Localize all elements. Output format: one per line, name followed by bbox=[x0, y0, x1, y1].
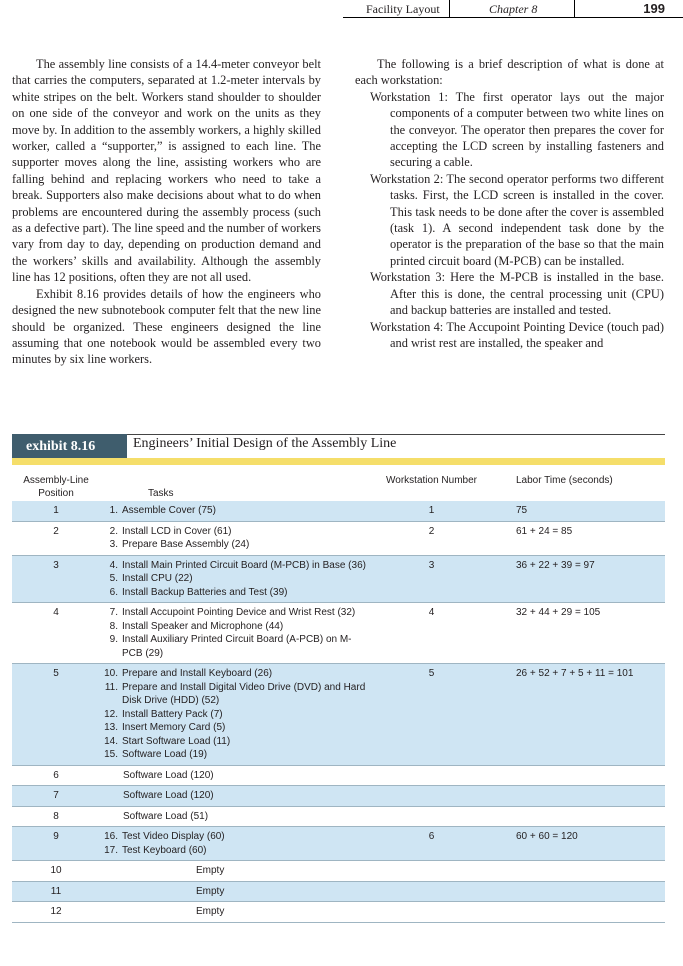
task-number: 1. bbox=[109, 505, 118, 516]
position-cell: 11 bbox=[12, 881, 100, 902]
task-text: Install Backup Batteries and Test (39) bbox=[122, 586, 288, 598]
task-number: 17. bbox=[104, 844, 118, 856]
position-cell: 2 bbox=[12, 521, 100, 555]
position-cell: 10 bbox=[12, 861, 100, 882]
tasks-cell bbox=[100, 555, 367, 603]
header-divider bbox=[574, 0, 575, 17]
tasks-cell bbox=[100, 765, 367, 786]
table-row bbox=[12, 902, 665, 923]
tasks-cell bbox=[100, 861, 367, 882]
workstation-cell bbox=[367, 765, 496, 786]
table-row bbox=[12, 765, 665, 786]
labor-time-cell bbox=[496, 806, 665, 827]
assembly-line-table bbox=[12, 501, 665, 923]
page-number: 199 bbox=[643, 1, 665, 16]
tasks-cell bbox=[100, 603, 367, 664]
column-header-tasks: Tasks bbox=[148, 488, 174, 499]
task-item bbox=[100, 538, 367, 552]
labor-time-cell bbox=[496, 902, 665, 923]
tasks-cell bbox=[100, 501, 367, 521]
task-text: Install LCD in Cover (61) bbox=[122, 525, 232, 537]
task-item bbox=[100, 633, 367, 660]
task-number: 2. bbox=[109, 525, 118, 537]
labor-time-cell: 26 + 52 + 7 + 5 + 11 = 101 bbox=[496, 664, 665, 766]
task-number: 16. bbox=[104, 831, 118, 842]
task-number: 14. bbox=[104, 735, 118, 747]
task-text: Prepare and Install Keyboard (26) bbox=[122, 668, 273, 679]
task-item bbox=[100, 748, 367, 762]
position-cell: 7 bbox=[12, 786, 100, 807]
task-text: Assemble Cover (75) bbox=[122, 505, 216, 516]
task-number: 9. bbox=[109, 634, 118, 645]
labor-time-cell: 60 + 60 = 120 bbox=[496, 827, 665, 861]
task-text: Install Battery Pack (7) bbox=[122, 708, 223, 720]
position-cell: 5 bbox=[12, 664, 100, 766]
table-row bbox=[12, 827, 665, 861]
position-cell: 3 bbox=[12, 555, 100, 603]
task-text: Start Software Load (11) bbox=[122, 735, 231, 747]
workstation-cell bbox=[367, 861, 496, 882]
position-cell: 12 bbox=[12, 902, 100, 923]
running-header bbox=[0, 0, 683, 18]
task-item bbox=[100, 830, 367, 844]
section-title: Facility Layout bbox=[366, 2, 440, 16]
table-row bbox=[12, 555, 665, 603]
tasks-cell bbox=[100, 881, 367, 902]
workstation-cell bbox=[367, 902, 496, 923]
table-row bbox=[12, 786, 665, 807]
left-text-column bbox=[12, 56, 321, 368]
workstation-cell: 2 bbox=[367, 521, 496, 555]
task-text: Software Load (19) bbox=[122, 749, 208, 760]
task-text: Empty bbox=[196, 885, 225, 897]
table-row bbox=[12, 501, 665, 521]
workstation-cell: 4 bbox=[367, 603, 496, 664]
task-number: 12. bbox=[104, 708, 118, 720]
task-number: 7. bbox=[109, 607, 118, 618]
task-number: 13. bbox=[104, 722, 118, 733]
task-item bbox=[100, 620, 367, 634]
chapter-label: Chapter 8 bbox=[489, 2, 538, 16]
task-number: 10. bbox=[104, 668, 118, 679]
task-text: Software Load (51) bbox=[123, 810, 209, 822]
table-header-band bbox=[12, 458, 665, 465]
task-item bbox=[100, 681, 367, 708]
tasks-cell bbox=[100, 806, 367, 827]
header-divider bbox=[449, 0, 450, 17]
task-text: Insert Memory Card (5) bbox=[122, 722, 226, 733]
labor-time-cell: 32 + 44 + 29 = 105 bbox=[496, 603, 665, 664]
task-item bbox=[100, 606, 367, 620]
table-row bbox=[12, 861, 665, 882]
table-row bbox=[12, 603, 665, 664]
workstation-description: Workstation 3: Here the M-PCB is installed in the base. After this is done, the central processing unit (CPU) and backup batteries are installed and tested. bbox=[370, 270, 664, 318]
table-row bbox=[12, 806, 665, 827]
tasks-cell bbox=[100, 521, 367, 555]
workstation-cell bbox=[367, 786, 496, 807]
column-header-position: Assembly-Line Position bbox=[23, 475, 89, 499]
task-text: Install Main Printed Circuit Board (M-PCB) in Base (36) bbox=[122, 559, 366, 571]
task-item bbox=[100, 525, 367, 539]
task-item bbox=[100, 586, 367, 600]
labor-time-cell bbox=[496, 881, 665, 902]
task-text: Install Accupoint Pointing Device and Wrist Rest (32) bbox=[122, 607, 356, 618]
right-text-column bbox=[355, 56, 664, 351]
header-rule bbox=[343, 17, 683, 18]
workstation-cell: 1 bbox=[367, 501, 496, 521]
task-text: Software Load (120) bbox=[123, 790, 214, 801]
labor-time-cell: 75 bbox=[496, 501, 665, 521]
task-text: Software Load (120) bbox=[123, 769, 214, 781]
task-number: 5. bbox=[109, 573, 118, 584]
tasks-cell bbox=[100, 664, 367, 766]
task-item bbox=[100, 667, 367, 681]
table-row bbox=[12, 664, 665, 766]
position-cell: 9 bbox=[12, 827, 100, 861]
workstation-description: Workstation 4: The Accupoint Pointing Device (touch pad) and wrist rest are installed, the speaker and bbox=[370, 319, 664, 350]
task-number: 8. bbox=[109, 620, 118, 632]
column-header-labor-time: Labor Time (seconds) bbox=[516, 475, 613, 486]
workstation-cell: 6 bbox=[367, 827, 496, 861]
task-item bbox=[100, 708, 367, 722]
labor-time-cell: 61 + 24 = 85 bbox=[496, 521, 665, 555]
workstation-cell: 5 bbox=[367, 664, 496, 766]
task-text: Install Speaker and Microphone (44) bbox=[122, 620, 284, 632]
tasks-cell bbox=[100, 786, 367, 807]
task-text: Install Auxiliary Printed Circuit Board (A-PCB) on M-PCB (29) bbox=[122, 634, 352, 659]
position-cell: 1 bbox=[12, 501, 100, 521]
task-item bbox=[100, 721, 367, 735]
task-text: Test Keyboard (60) bbox=[122, 844, 207, 856]
position-cell: 4 bbox=[12, 603, 100, 664]
tasks-cell bbox=[100, 902, 367, 923]
task-item bbox=[100, 572, 367, 586]
task-number: 6. bbox=[109, 586, 118, 598]
task-number: 15. bbox=[104, 749, 118, 760]
task-text: Empty bbox=[196, 906, 225, 917]
labor-time-cell bbox=[496, 765, 665, 786]
position-cell: 8 bbox=[12, 806, 100, 827]
workstation-description: Workstation 2: The second operator performs two different tasks. First, the LCD screen is installed in the cover. This task needs to be done after the cover is assembled (task 1). A second independent task done by the operator is the preparation of the base so that the main printed circuit board (M-PCB) can be installed. bbox=[370, 171, 664, 268]
workstation-intro: The following is a brief description of what is done at each workstation: bbox=[355, 57, 664, 88]
task-text: Prepare and Install Digital Video Drive (DVD) and Hard Disk Drive (HDD) (52) bbox=[122, 681, 366, 706]
task-item bbox=[100, 844, 367, 858]
task-text: Empty bbox=[196, 865, 225, 876]
task-item bbox=[100, 504, 367, 518]
table-column-headers bbox=[12, 465, 665, 501]
exhibit-header bbox=[12, 434, 665, 459]
task-text: Test Video Display (60) bbox=[122, 831, 225, 842]
position-cell: 6 bbox=[12, 765, 100, 786]
body-paragraph: Exhibit 8.16 provides details of how the engineers who designed the new subnotebook computer felt that the new line should be organized. These engineers designed the line assuming that one notebook would be assembled every two minutes by six line workers. bbox=[12, 286, 321, 367]
labor-time-cell bbox=[496, 861, 665, 882]
exhibit-title: Engineers’ Initial Design of the Assembly Line bbox=[133, 436, 397, 451]
workstation-cell: 3 bbox=[367, 555, 496, 603]
task-number: 4. bbox=[109, 559, 118, 571]
task-number: 3. bbox=[109, 539, 118, 550]
body-paragraph: The assembly line consists of a 14.4-meter conveyor belt that carries the computers, separated at 1.2-meter intervals by white stripes on the belt. Workers stand shoulder to shoulder on one side of the conveyor and work on the units as they move by. In addition to the assembly workers, a highly skilled worker, called a “supporter,” is assigned to each line. The supporter moves along the line, assisting workers who are falling behind and replacing workers who need to take a break. Supporters also make decisions about what to do when problems are encountered during the assembly process (such as a defective part). The line speed and the number of workers vary from day to day, depending on production demand and the workers’ skills and availability. Although the assembly line has 12 positions, often they are not all used. bbox=[12, 57, 321, 285]
task-number: 11. bbox=[104, 681, 118, 693]
labor-time-cell: 36 + 22 + 39 = 97 bbox=[496, 555, 665, 603]
workstation-description: Workstation 1: The first operator lays out the major components of a computer between two white lines on the conveyor. The operator then prepares the cover for accepting the LCD screen by installing fasteners and securing a cable. bbox=[370, 89, 664, 170]
task-item bbox=[100, 735, 367, 749]
tasks-cell bbox=[100, 827, 367, 861]
workstation-cell bbox=[367, 806, 496, 827]
task-text: Prepare Base Assembly (24) bbox=[122, 539, 250, 550]
exhibit-label: exhibit 8.16 bbox=[12, 434, 127, 459]
task-item bbox=[100, 559, 367, 573]
workstation-cell bbox=[367, 881, 496, 902]
column-header-workstation: Workstation Number bbox=[386, 475, 477, 486]
table-row bbox=[12, 881, 665, 902]
task-text: Install CPU (22) bbox=[122, 573, 193, 584]
table-row bbox=[12, 521, 665, 555]
labor-time-cell bbox=[496, 786, 665, 807]
